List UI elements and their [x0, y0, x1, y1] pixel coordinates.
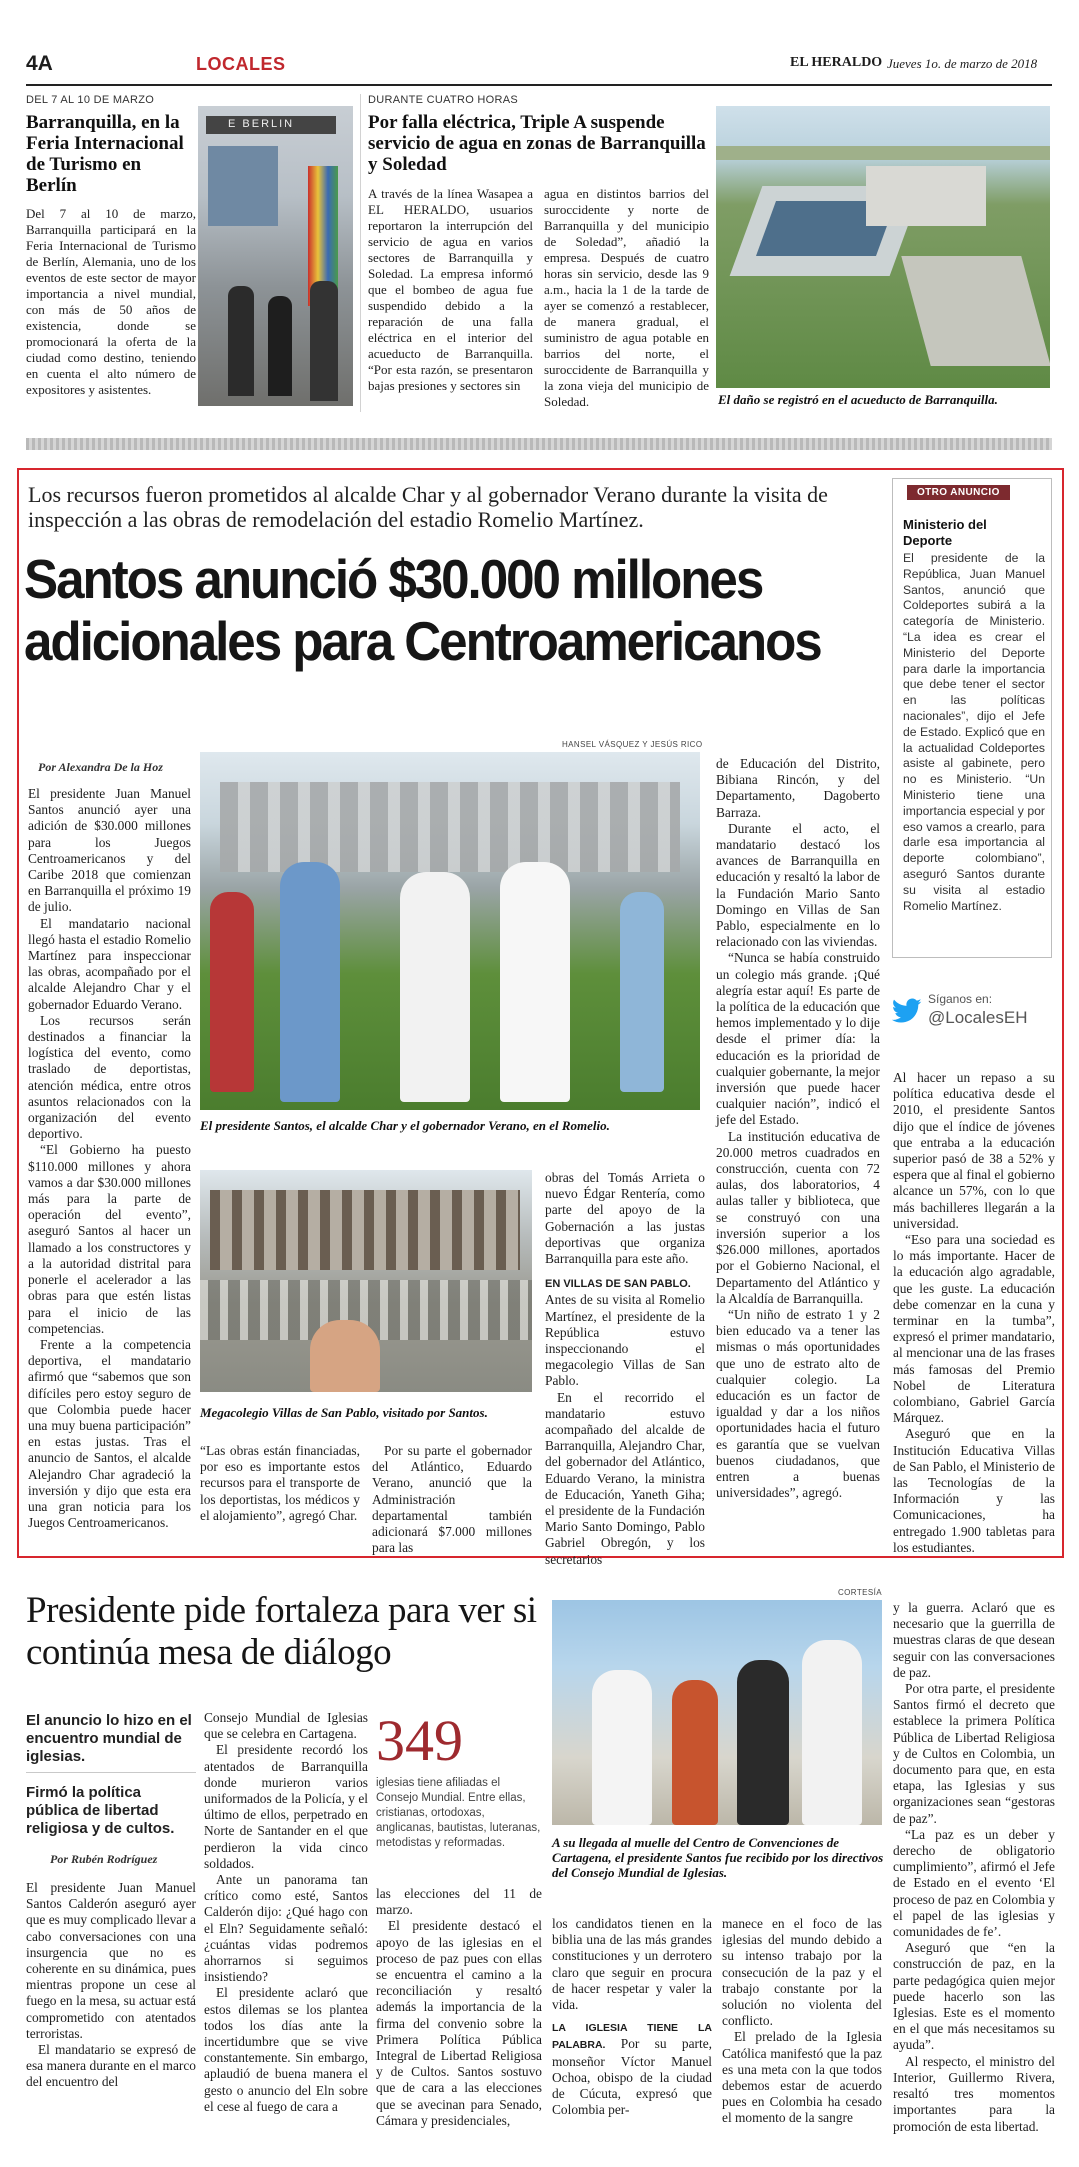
main-col4-p1: de Educación del Distrito, Bibiana Rincón, y del Departamento, Dagoberto Barraza. — [716, 756, 880, 820]
bottom-col6 — [893, 1600, 1055, 2135]
section-divider — [26, 438, 1052, 450]
stat-text: iglesias tiene afiliadas el Consejo Mundial. Entre ellas, cristianas, ortodoxas, anglicanas, bautistas, luteranas, metodistas y reformadas. — [376, 1777, 541, 1849]
aqueduct-caption: El daño se registró en el acueducto de Barranquilla. — [718, 392, 998, 407]
main-col5-p1: Al hacer un repaso a su política educativa desde el 2010, el presidente Santos dijo que el índice de jóvenes que entraba a la educación superior pasó de 38 a 52% y espera que al final el gobierno alcance un 57%, con lo que más bachilleres llegarán a la universidad. — [893, 1070, 1055, 1231]
page-number: 4A — [26, 52, 53, 75]
main-photo2-caption: Megacolegio Villas de San Pablo, visitado por Santos. — [200, 1405, 488, 1420]
bottom-byline: Por Rubén Rodríguez — [50, 1852, 158, 1866]
main-col2b-p1: Por su parte el gobernador del Atlántico, Eduardo Verano, anunció que la Administración departamental también adicionará $7.000 millones para las — [372, 1443, 532, 1556]
section-title: LOCALES — [196, 54, 286, 74]
santos-char-verano-photo — [200, 752, 700, 1110]
bottom-col2-p1: Consejo Mundial de Iglesias que se celebra en Cartagena. — [204, 1710, 368, 1742]
sidebar-tag: OTRO ANUNCIO — [907, 485, 1010, 500]
megacolegio-photo — [200, 1170, 532, 1392]
paper-name: EL HERALDO — [790, 55, 883, 70]
berlin-photo — [198, 106, 353, 406]
water-col2: agua en distintos barrios del suroccidente y norte de Barranquilla y del municipio de Soledad”, añadió la empresa. Después de cuatro horas sin servicio, desde las 9 a.m., hacia la 1 de la tarde de ayer se comenzó a restablecer, de manera gradual, el suministro de agua potable en barrios del norte, el suroccidente de Barranquilla y la zona vieja del municipio de Soledad. — [544, 186, 709, 409]
berlin-photo-sign: E BERLIN — [228, 118, 295, 130]
bottom-col6-p1: y la guerra. Aclaró que es necesario que la guerrilla de muestras claras de que desean seguir con las conversaciones de paz. — [893, 1600, 1055, 1680]
berlin-headline: Barranquilla, en la Feria Internacional de Turismo en Berlín — [26, 112, 184, 196]
bottom-col5 — [722, 1916, 882, 2127]
main-col5 — [893, 1070, 1055, 1556]
main-col2-p1: “Las obras están financiadas, por eso es importante estos recursos para el transporte de los deportistas, los médicos y el alojamiento”, agregó Char. — [200, 1443, 360, 1523]
bottom-col4-subhead: LA IGLESIA TIENE LA PALABRA. — [552, 2022, 712, 2052]
main-col2b — [372, 1443, 532, 1556]
main-deck: Los recursos fueron prometidos al alcalde Char y al gobernador Verano durante la visita de inspección a las obras de remodelación del estadio Romelio Martínez. — [28, 482, 828, 532]
bottom-summary-1: El anuncio lo hizo en el encuentro mundial de iglesias. — [26, 1712, 192, 1765]
water-kicker: DURANTE CUATRO HORAS — [368, 94, 519, 106]
sidebar-box — [892, 478, 1052, 958]
berlin-kicker: DEL 7 AL 10 DE MARZO — [26, 94, 155, 106]
main-col2 — [200, 1443, 360, 1524]
main-col4-p2: Durante el acto, el mandatario destacó los avances de Barranquilla en educación y resaltó la labor de la Fundación Mario Santo Domingo en Villas de San Pablo, especialmente en lo relacionado con las viviendas. — [716, 820, 880, 950]
bottom-col1-p1: El presidente Juan Manuel Santos Calderón aseguró ayer que es muy complicado llevar a cabo conversaciones con una insurgencia que no es coherente en su dinámica, pues mientras propone un cese al fuego en la mesa, su actuar está comprometido con atentados terroristas. — [26, 1880, 196, 2041]
follow-label: Síganos en: — [928, 992, 993, 1006]
main-headline: Santos anunció $30.000 millones adicionales para Centroamericanos — [24, 548, 821, 672]
main-col4-p3: “Nunca se había construido un colegio más grande. ¡Qué alegría estar aquí! Es parte de la política de la educación que hemos implementado y lo dije desde el primer día: la educación es la prioridad de cualquier gobernante, la mejor inversión que puede hacer cualquier nación”, indicó el jefe del Estado. — [716, 950, 880, 1128]
bottom-col2-p4: El presidente aclaró que estos dilemas se los plantea todos los días ante la incertidumbre que se vive constantemente. Sin embargo, aplaudió de buena manera el gesto o anuncio del Eln sobre el cese al fuego de cara a — [204, 1985, 368, 2114]
bottom-col6-p2: Por otra parte, el presidente Santos firmó el decreto que establece la primera Política Pública de Libertad Religiosa y de Cultos en Colombia, un documento para que, en esta etapa, las Iglesias y sus organizaciones sean “gestoras de paz”. — [893, 1681, 1055, 1826]
main-col4-p4: La institución educativa de 20.000 metros cuadrados en construcción, cuenta con 72 aulas, dos laboratorios, 4 aulas taller y biblioteca, que se construyó con una inversión superior a los $26.000 millones, aportados por el Gobierno Nacional, el Departamento del Atlántico y la Alcaldía de Barranquilla. — [716, 1128, 880, 1306]
water-story — [368, 94, 710, 414]
bottom-col6-p5: Al respecto, el ministro del Interior, Guillermo Rivera, resaltó tres momentos importantes para la promoción de esta libertad. — [893, 2053, 1055, 2134]
sidebar-title: Ministerio del Deporte — [903, 517, 987, 548]
bottom-col3-p1: las elecciones del 11 de marzo. — [376, 1886, 542, 1918]
main-col1-p4: “El Gobierno ha puesto $110.000 millones y ahora vamos a dar $30.000 millones más para la parte de operación del evento”, aseguró Santos al hacer un llamado a los constructores y a la autoridad distrital para ponerle el acelerador a las obras para que estén listas para el inicio de las competencias. — [28, 1142, 191, 1336]
main-col5-p3: Aseguró que en la Institución Educativa Villas de San Pablo, el Ministerio de las Tecnologías de la Información y las Comunicaciones, ha entregado 1.900 tabletas para los estudiantes. — [893, 1426, 1055, 1555]
bottom-col2-p2: El presidente recordó los atentados de Barranquilla donde murieron varios uniformados de la Policía, y el último de ellos, perpetrado en Norte de Santander en el que perdieron la vida cinco soldados. — [204, 1742, 368, 1871]
stat-box — [376, 1710, 544, 1870]
bottom-col1-p2: El mandatario se expresó de esa manera durante en el marco del encuentro del — [26, 2042, 196, 2090]
main-photo1-caption: El presidente Santos, el alcalde Char y el gobernador Verano, en el Romelio. — [200, 1118, 610, 1133]
page-header — [26, 50, 1052, 80]
bottom-col4-p1: los candidatos tienen en la biblia una de las más grandes constituciones y un derrotero claro que seguir en procura de hacer respetar y valer la vida. — [552, 1916, 712, 2013]
bottom-col2-p3: Ante un panorama tan crítico como esté, Santos Calderón dijo: ¿Qué hago con el Eln? Seguidamente señaló: ¿cuántas vidas podremos ahorrarnos si seguimos insistiendo? — [204, 1872, 368, 1985]
bottom-col5-p2: El prelado de la Iglesia Católica manifestó que la paz es una meta con la que todos debemos estar de acuerdo pues en Colombia ha cesado el momento de la sangre — [722, 2029, 882, 2126]
bottom-col3 — [376, 1886, 542, 2129]
berlin-story — [26, 94, 196, 414]
follow-handle[interactable]: @LocalesEH — [928, 1008, 1028, 1027]
bottom-col5-p1: manece en el foco de las iglesias del mundo debido a su intenso trabajo por la consecución de la paz y el trabajo constante por la solución no violenta del conflicto. — [722, 1916, 882, 2029]
date: Jueves 1o. de marzo de 2018 — [887, 56, 1038, 71]
main-col4-p5: “Un niño de estrato 1 y 2 bien educado va a tener las mismas o más oportunidades que uno de estrato alto de cualquier colegio. La educación es un factor de igualdad y dar a los niños oportunidades hacia el futuro es garantía que se vuelvan buenos ciudadanos, que entren a buenas universidades”, agregó. — [716, 1306, 880, 1501]
header-rule — [26, 84, 1052, 86]
bottom-col2 — [204, 1710, 368, 2115]
bottom-col4-p2: Por su parte, monseñor Víctor Manuel Ochoa, obispo de la ciudad de Cúcuta, expresó que Colombia per- — [552, 2036, 712, 2118]
follow-us[interactable] — [892, 988, 1052, 1038]
main-col1 — [28, 786, 191, 1531]
bottom-col3-p2: El presidente destacó el apoyo de las iglesias en el proceso de paz pues con ellas se encuentra el camino a la reconciliación y resaltó además la importancia de la firma del convenio sobre la Primera Política Pública Integral de Libertad Religiosa y de Cultos. Santos sostuvo que de cara a las elecciones que se avecinan para Senado, Cámara y presidenciales, — [376, 1918, 542, 2128]
main-col3-p1: obras del Tomás Arrieta o nuevo Édgar Rentería, como parte del apoyo de la Gobernación a las justas deportivas que organiza Barranquilla para este año. — [545, 1170, 705, 1267]
main-col3-subhead: EN VILLAS DE SAN PABLO. — [545, 1278, 691, 1291]
bottom-headline: Presidente pide fortaleza para ver si continúa mesa de diálogo — [26, 1590, 537, 1673]
water-col1: A través de la línea Wasapea a EL HERALDO, usuarios reportaron la interrupción del servicio de agua en varios sectores de Barranquilla y Soledad. La empresa informó que el bombeo de agua fue suspendido debido a la reparación de una falla eléctrica en el interior del acueducto de Barranquilla. “Por esta razón, se presentaron bajas presiones y sectores sin — [368, 186, 533, 393]
main-byline: Por Alexandra De la Hoz — [38, 760, 163, 774]
main-col3 — [545, 1170, 705, 1568]
bottom-col6-p4: Aseguró que “en la construcción de paz, en la parte pedagógica quien mejor puede hacerlo son las Iglesias. Este es el momento en el que más necesitamos su ayuda”. — [893, 1940, 1055, 2053]
sidebar-body: El presidente de la República, Juan Manuel Santos, anunció que Coldeportes subirá a la categoría de Ministerio. “La idea es crear el Ministerio del Deporte para darle la importancia que debe tener el sector en las políticas nacionales”, dijo el Jefe de Estado. Explicó que en la actualidad Coldeportes asiste al gabinete, pero no es Ministerio. “Un Ministerio tiene una importancia especial y por eso vamos a crearlo, para darle esa importancia al deporte colombiano”, aseguró Santos durante su visita al estadio Romelio Martínez. — [903, 551, 1045, 913]
main-col1-p3: Los recursos serán destinados a financiar la logística del evento, como traslado de deportistas, atención médica, entre otros asuntos relacionados con la organización del evento deportivo. — [28, 1012, 191, 1142]
stat-number: 349 — [376, 1708, 463, 1773]
bottom-photo-credit: CORTESÍA — [838, 1588, 882, 1597]
berlin-body: Del 7 al 10 de marzo, Barranquilla participará en la Feria Internacional de Turismo de Berlín, Alemania, uno de los eventos de este sector de mayor importancia a nivel mundial, con más de 50 años de existencia, donde se promocionará la oferta de la ciudad como destino, teniendo en cuenta el alto número de expositores y asistentes. — [26, 206, 196, 397]
aqueduct-photo — [716, 106, 1050, 388]
main-col3-p2: Antes de su visita al Romelio Martínez, el presidente de la República estuvo inspeccionando el megacolegio Villas de San Pablo. — [545, 1292, 705, 1389]
main-col3-p3: En el recorrido el mandatario estuvo acompañado del alcalde de Barranquilla, Alejandro Char, del gobernador del Atlántico, Eduardo Verano, la ministra de Educación, Yaneth Giha; el presidente de la Fundación Mario Santo Domingo, Pablo Gabriel Obregón, y los secretarios — [545, 1389, 705, 1567]
cartagena-photo — [552, 1600, 882, 1825]
twitter-bird-icon — [892, 998, 922, 1024]
main-col1-p5: Frente a la competencia deportiva, el mandatario afirmó que “sabemos que son difíciles pero estoy seguro de que Colombia puede hacer una muy buena participación” en estas justas. Tras el anuncio de Santos, el alcalde Alejandro Char agradeció la inversión y dijo que esta era una gran noticia para los Juegos Centroamericanos. — [28, 1336, 191, 1531]
main-col4 — [716, 756, 880, 1501]
bottom-summary-2: Firmó la política pública de libertad religiosa y de cultos. — [26, 1784, 175, 1837]
main-col5-p2: “Eso para una sociedad es lo más importante. Hacer de la educación algo agradable, que les guste. La educación debe comenzar en la cuna y terminar en la tumba”, expresó el primer mandatario, al mencionar una de las frases más famosas del Premio Nobel de Literatura colombiano, Gabriel García Márquez. — [893, 1232, 1055, 1426]
main-photo-credit: HANSEL VÁSQUEZ Y JESÚS RICO — [562, 740, 703, 749]
water-headline: Por falla eléctrica, Triple A suspende servicio de agua en zonas de Barranquilla y Soledad — [368, 112, 706, 175]
cartagena-caption: A su llegada al muelle del Centro de Convenciones de Cartagena, el presidente Santos fue recibido por los directivos del Consejo Mundial de Iglesias. — [552, 1835, 884, 1880]
bottom-col4 — [552, 1916, 712, 2118]
bottom-col1 — [26, 1880, 196, 2091]
main-col1-p1: El presidente Juan Manuel Santos anunció ayer una adición de $30.000 millones para los Juegos Centroamericanos y del Caribe 2018 que comienzan en Barranquilla el próximo 19 de julio. — [28, 786, 191, 915]
main-col1-p2: El mandatario nacional llegó hasta el estadio Romelio Martínez para inspeccionar las obras, acompañado por el alcalde Alejandro Char y el gobernador Eduardo Verano. — [28, 915, 191, 1012]
bottom-col6-p3: “La paz es un deber y derecho de obligatorio cumplimiento”, afirmó el Jefe de Estado en el evento ‘El proceso de paz en Colombia y el papel de las iglesias y comunidades de fe’. — [893, 1826, 1055, 1940]
